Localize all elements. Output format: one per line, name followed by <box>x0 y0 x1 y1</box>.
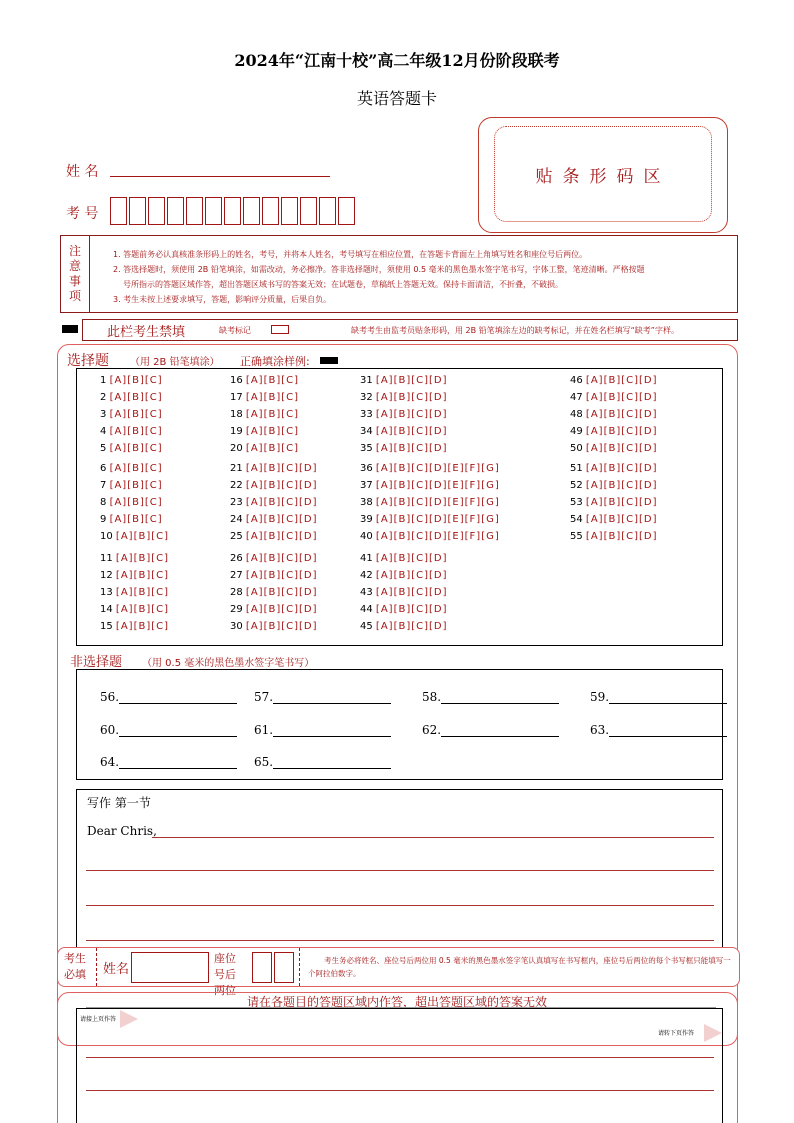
question-number: 9 <box>100 514 107 525</box>
blank-line[interactable] <box>273 724 391 737</box>
question-number: 52 <box>570 480 583 491</box>
answer-options[interactable]: [A][B][C] <box>245 426 300 437</box>
question-number: 46 <box>570 375 583 386</box>
answer-options[interactable]: [A][B][C][D] <box>375 426 448 437</box>
blank-64[interactable] <box>100 755 237 769</box>
answer-options[interactable]: [A][B][C][D] <box>375 587 448 598</box>
question-50[interactable] <box>570 443 658 454</box>
notice-line: 号所指示的答题区域作答，超出答题区域书写的答案无效；在试题卷，草稿纸上答题无效。保持卡面清洁，不折叠，不破损。 <box>123 280 563 289</box>
answer-options[interactable]: [A][B][C][D] <box>245 604 318 615</box>
blank-line[interactable] <box>119 756 237 769</box>
question-1[interactable] <box>100 375 163 386</box>
must-fill-note: 考生务必将姓名、座位号后两位用 0.5 毫米的黑色墨水签字笔认真填写在书写框内，座位号后两位的每个书写框只能填写一个阿拉伯数字。 <box>308 956 731 978</box>
question-number: 7 <box>100 480 107 491</box>
answer-options[interactable]: [A][B][C][D] <box>585 514 658 525</box>
question-number: 40 <box>360 531 373 542</box>
question-19[interactable] <box>230 426 299 437</box>
id-label: 考 号 <box>66 206 99 222</box>
answer-options[interactable]: [A][B][C] <box>115 531 170 542</box>
exam-title: 2024年“江南十校”高二年级12月份阶段联考 <box>234 51 560 70</box>
question-3[interactable] <box>100 409 163 420</box>
nonchoice-hint: （用 0.5 毫米的黑色墨水签字笔书写） <box>142 658 315 669</box>
name-label: 姓 名 <box>66 164 99 180</box>
answer-options[interactable]: [A][B][C] <box>245 375 300 386</box>
absent-checkbox[interactable] <box>271 325 289 334</box>
question-number: 20 <box>230 443 243 454</box>
seat-digit-box[interactable] <box>274 952 294 983</box>
answer-options[interactable]: [A][B][C][D] <box>375 621 448 632</box>
answer-options[interactable]: [A][B][C] <box>245 392 300 403</box>
continue-above-label: 请接上页作答 <box>80 1016 117 1023</box>
notice-side-label <box>61 236 90 312</box>
writing-line[interactable] <box>86 870 714 871</box>
question-number: 45 <box>360 621 373 632</box>
answer-options[interactable]: [A][B][C][D] <box>245 553 318 564</box>
blank-57[interactable] <box>254 690 391 704</box>
blank-number: 60. <box>100 723 120 737</box>
answer-options[interactable]: [A][B][C] <box>109 375 163 386</box>
blank-line[interactable] <box>609 724 727 737</box>
notice-box <box>60 235 738 313</box>
barcode-label: 贴条形码区 <box>494 126 712 222</box>
answer-options[interactable]: [A][B][C] <box>115 553 170 564</box>
question-39[interactable] <box>360 514 500 525</box>
sample-label: 正确填涂样例: <box>240 355 310 368</box>
answer-options[interactable]: [A][B][C][D] <box>375 392 448 403</box>
writing-box <box>76 789 723 949</box>
question-45[interactable] <box>360 621 448 632</box>
question-number: 43 <box>360 587 373 598</box>
answer-options[interactable]: [A][B][C][D] <box>375 604 448 615</box>
question-47[interactable] <box>570 392 658 403</box>
question-5[interactable] <box>100 443 163 454</box>
answer-options[interactable]: [A][B][C][D] <box>245 570 318 581</box>
question-42[interactable] <box>360 570 448 581</box>
question-51[interactable] <box>570 463 658 474</box>
must-fill-label: 考生必填 <box>64 952 86 981</box>
must-fill-bar <box>57 947 740 997</box>
question-38[interactable] <box>360 497 500 508</box>
blank-60[interactable] <box>100 723 237 737</box>
answer-options[interactable]: [A][B][C] <box>245 443 300 454</box>
blank-line[interactable] <box>441 724 559 737</box>
question-number: 11 <box>100 553 113 564</box>
answer-options[interactable]: [A][B][C][D][E][F][G] <box>375 497 500 508</box>
answer-options[interactable]: [A][B][C] <box>109 497 163 508</box>
question-31[interactable] <box>360 375 448 386</box>
answer-options[interactable]: [A][B][C][D] <box>585 392 658 403</box>
question-8[interactable] <box>100 497 163 508</box>
answer-options[interactable]: [A][B][C][D] <box>585 426 658 437</box>
answer-options[interactable]: [A][B][C][D] <box>245 531 318 542</box>
question-44[interactable] <box>360 604 448 615</box>
question-number: 28 <box>230 587 243 598</box>
question-number: 54 <box>570 514 583 525</box>
question-number: 34 <box>360 426 373 437</box>
question-number: 38 <box>360 497 373 508</box>
question-40[interactable] <box>360 531 500 542</box>
answer-options[interactable]: [A][B][C][D] <box>245 621 318 632</box>
question-30[interactable] <box>230 621 318 632</box>
blank-line[interactable] <box>119 691 237 704</box>
question-number: 16 <box>230 375 243 386</box>
answer-options[interactable]: [A][B][C][D] <box>585 409 658 420</box>
notice-char: 注 <box>68 244 81 258</box>
answer-options[interactable]: [A][B][C][D] <box>375 570 448 581</box>
answer-options[interactable]: [A][B][C][D] <box>245 480 318 491</box>
answer-options[interactable]: [A][B][C] <box>115 604 170 615</box>
question-14[interactable] <box>100 604 169 615</box>
blank-line[interactable] <box>609 691 727 704</box>
answer-options[interactable]: [A][B][C] <box>115 587 170 598</box>
answer-options[interactable]: [A][B][C] <box>109 463 163 474</box>
question-number: 26 <box>230 553 243 564</box>
question-number: 27 <box>230 570 243 581</box>
continue-below-label: 请转下页作答 <box>658 1030 695 1037</box>
question-number: 2 <box>100 392 107 403</box>
writing-line[interactable] <box>86 1057 714 1058</box>
question-12[interactable] <box>100 570 169 581</box>
blank-line[interactable] <box>273 691 391 704</box>
answer-options[interactable]: [A][B][C][D] <box>245 497 318 508</box>
question-11[interactable] <box>100 553 169 564</box>
answer-options[interactable]: [A][B][C][D] <box>585 497 658 508</box>
question-25[interactable] <box>230 531 318 542</box>
question-number: 29 <box>230 604 243 615</box>
blank-number: 64. <box>100 755 120 769</box>
seat-label: 座位号后两位 <box>214 952 236 997</box>
answer-options[interactable]: [A][B][C][D] <box>585 443 658 454</box>
answer-options[interactable]: [A][B][C] <box>115 621 170 632</box>
blank-line[interactable] <box>441 691 559 704</box>
question-number: 25 <box>230 531 243 542</box>
blank-line[interactable] <box>119 724 237 737</box>
question-55[interactable] <box>570 531 658 542</box>
blank-65[interactable] <box>254 755 391 769</box>
answer-options[interactable]: [A][B][C] <box>115 570 170 581</box>
question-number: 42 <box>360 570 373 581</box>
question-number: 30 <box>230 621 243 632</box>
question-35[interactable] <box>360 443 448 454</box>
absent-label: 缺考标记 <box>219 326 251 335</box>
question-52[interactable] <box>570 480 658 491</box>
blank-number: 59. <box>590 690 610 704</box>
question-22[interactable] <box>230 480 318 491</box>
question-number: 47 <box>570 392 583 403</box>
question-number: 3 <box>100 409 107 420</box>
question-28[interactable] <box>230 587 318 598</box>
answer-options[interactable]: [A][B][C][D] <box>375 553 448 564</box>
question-number: 31 <box>360 375 373 386</box>
answer-options[interactable]: [A][B][C][D] <box>375 443 448 454</box>
question-number: 23 <box>230 497 243 508</box>
question-number: 48 <box>570 409 583 420</box>
question-number: 4 <box>100 426 107 437</box>
question-32[interactable] <box>360 392 448 403</box>
writing-line[interactable] <box>152 837 714 838</box>
answer-area-warning: 请在各题目的答题区域内作答，超出答题区域的答案无效 <box>246 995 547 1009</box>
name-input-box[interactable] <box>131 952 209 983</box>
question-10[interactable] <box>100 531 169 542</box>
answer-options[interactable]: [A][B][C] <box>245 409 300 420</box>
question-13[interactable] <box>100 587 169 598</box>
question-16[interactable] <box>230 375 299 386</box>
notice-char: 事 <box>68 274 81 288</box>
question-number: 19 <box>230 426 243 437</box>
question-number: 53 <box>570 497 583 508</box>
question-number: 13 <box>100 587 113 598</box>
question-number: 6 <box>100 463 107 474</box>
answer-options[interactable]: [A][B][C][D] <box>245 587 318 598</box>
question-number: 50 <box>570 443 583 454</box>
arrow-right-icon <box>704 1024 722 1042</box>
question-21[interactable] <box>230 463 318 474</box>
question-41[interactable] <box>360 553 448 564</box>
question-number: 49 <box>570 426 583 437</box>
question-49[interactable] <box>570 426 658 437</box>
question-number: 41 <box>360 553 373 564</box>
writing-line[interactable] <box>86 905 714 906</box>
question-9[interactable] <box>100 514 163 525</box>
question-17[interactable] <box>230 392 299 403</box>
question-54[interactable] <box>570 514 658 525</box>
question-23[interactable] <box>230 497 318 508</box>
question-number: 8 <box>100 497 107 508</box>
question-34[interactable] <box>360 426 448 437</box>
question-36[interactable] <box>360 463 500 474</box>
question-number: 36 <box>360 463 373 474</box>
sample-fill-mark <box>320 357 338 364</box>
answer-options[interactable]: [A][B][C] <box>109 392 163 403</box>
choice-title: 选择题 <box>67 353 109 369</box>
question-7[interactable] <box>100 480 163 491</box>
writing-line[interactable] <box>86 940 714 941</box>
question-number: 18 <box>230 409 243 420</box>
question-27[interactable] <box>230 570 318 581</box>
question-number: 14 <box>100 604 113 615</box>
question-number: 51 <box>570 463 583 474</box>
question-43[interactable] <box>360 587 448 598</box>
blank-number: 58. <box>422 690 442 704</box>
notice-char: 项 <box>68 289 81 303</box>
choice-hint: （用 2B 铅笔填涂） <box>130 357 220 368</box>
question-number: 33 <box>360 409 373 420</box>
answer-options[interactable]: [A][B][C][D] <box>585 531 658 542</box>
question-number: 5 <box>100 443 107 454</box>
blank-63[interactable] <box>590 723 727 737</box>
answer-options[interactable]: [A][B][C] <box>109 409 163 420</box>
question-number: 37 <box>360 480 373 491</box>
answer-options[interactable]: [A][B][C][D][E][F][G] <box>375 514 500 525</box>
blank-number: 62. <box>422 723 442 737</box>
question-53[interactable] <box>570 497 658 508</box>
question-number: 12 <box>100 570 113 581</box>
answer-options[interactable]: [A][B][C][D] <box>245 463 318 474</box>
sheet-subtitle: 英语答题卡 <box>356 89 437 108</box>
question-29[interactable] <box>230 604 318 615</box>
answer-options[interactable]: [A][B][C][D][E][F][G] <box>375 531 500 542</box>
absent-sample-mark <box>62 325 78 333</box>
answer-options[interactable]: [A][B][C][D] <box>585 480 658 491</box>
question-2[interactable] <box>100 392 163 403</box>
question-number: 22 <box>230 480 243 491</box>
question-4[interactable] <box>100 426 163 437</box>
answer-options[interactable]: [A][B][C][D][E][F][G] <box>375 480 500 491</box>
notice-line: 3. 考生未按上述要求填写，答题，影响评分质量，后果自负。 <box>113 295 332 304</box>
blank-56[interactable] <box>100 690 237 704</box>
question-48[interactable] <box>570 409 658 420</box>
answer-options[interactable]: [A][B][C] <box>109 514 163 525</box>
question-15[interactable] <box>100 621 169 632</box>
blank-58[interactable] <box>422 690 559 704</box>
question-18[interactable] <box>230 409 299 420</box>
writing-line[interactable] <box>86 1090 714 1091</box>
question-20[interactable] <box>230 443 299 454</box>
name-field[interactable] <box>110 176 330 177</box>
question-46[interactable] <box>570 375 658 386</box>
question-number: 21 <box>230 463 243 474</box>
question-26[interactable] <box>230 553 318 564</box>
answer-options[interactable]: [A][B][C] <box>109 443 163 454</box>
seat-digit-box[interactable] <box>252 952 272 983</box>
question-number: 10 <box>100 531 113 542</box>
question-number: 35 <box>360 443 373 454</box>
blank-61[interactable] <box>254 723 391 737</box>
blank-number: 65. <box>254 755 274 769</box>
question-number: 15 <box>100 621 113 632</box>
nonchoice-title: 非选择题 <box>70 655 123 670</box>
question-33[interactable] <box>360 409 448 420</box>
question-6[interactable] <box>100 463 163 474</box>
blank-line[interactable] <box>273 756 391 769</box>
writing-title: 写作 第一节 <box>87 796 151 810</box>
answer-options[interactable]: [A][B][C][D][E][F][G] <box>375 463 500 474</box>
blank-59[interactable] <box>590 690 727 704</box>
question-number: 1 <box>100 375 107 386</box>
writing-greeting: Dear Chris, <box>87 824 157 838</box>
answer-options[interactable]: [A][B][C][D] <box>375 409 448 420</box>
blank-number: 61. <box>254 723 274 737</box>
blank-number: 56. <box>100 690 120 704</box>
name-label: 姓名 <box>103 962 130 977</box>
answer-options[interactable]: [A][B][C][D] <box>375 375 448 386</box>
blank-62[interactable] <box>422 723 559 737</box>
answer-options[interactable]: [A][B][C][D] <box>245 514 318 525</box>
answer-options[interactable]: [A][B][C] <box>109 426 163 437</box>
answer-options[interactable]: [A][B][C][D] <box>585 463 658 474</box>
answer-options[interactable]: [A][B][C][D] <box>585 375 658 386</box>
question-37[interactable] <box>360 480 500 491</box>
question-24[interactable] <box>230 514 318 525</box>
notice-char: 意 <box>68 259 81 273</box>
blank-number: 57. <box>254 690 274 704</box>
id-number-boxes[interactable] <box>110 197 357 225</box>
blank-number: 63. <box>590 723 610 737</box>
arrow-right-icon <box>120 1010 138 1028</box>
notice-line: 1. 答题前务必认真核准条形码上的姓名，考号，并将本人姓名，考号填写在相应位置，在答题卡背面左上角填写姓名和座位号后两位。 <box>113 250 588 259</box>
continue-box <box>76 1008 723 1123</box>
proctor-only-bar <box>82 319 738 341</box>
question-number: 17 <box>230 392 243 403</box>
absent-note: 缺考考生由监考员贴条形码，用 2B 铅笔填涂左边的缺考标记，并在姓名栏填写“缺考”字样。 <box>351 326 679 335</box>
question-number: 24 <box>230 514 243 525</box>
notice-line: 2. 答选择题时，须使用 2B 铅笔填涂，如需改动，务必擦净。答非选择题时，须使用 0.5 毫米的黑色墨水签字笔书写，字体工整，笔迹清晰。严格按题 <box>113 265 645 274</box>
answer-options[interactable]: [A][B][C] <box>109 480 163 491</box>
question-number: 55 <box>570 531 583 542</box>
question-number: 32 <box>360 392 373 403</box>
proctor-only-title: 此栏考生禁填 <box>107 325 186 340</box>
question-number: 44 <box>360 604 373 615</box>
question-number: 39 <box>360 514 373 525</box>
